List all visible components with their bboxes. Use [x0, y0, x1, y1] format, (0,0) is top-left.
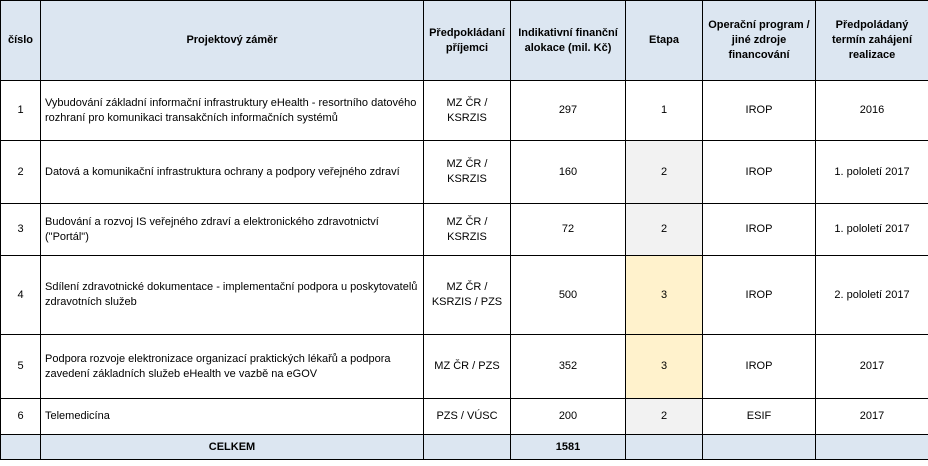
allocation: 500	[511, 256, 626, 335]
recipients: PZS / VÚSC	[424, 399, 511, 435]
start-date: 2. pololetí 2017	[816, 256, 928, 335]
header-etapa: Etapa	[626, 1, 703, 81]
stage: 1	[626, 81, 703, 141]
recipients: MZ ČR / KSRZIS	[424, 141, 511, 204]
total-label: CELKEM	[41, 435, 424, 460]
header-program: Operační program / jiné zdroje financování	[703, 1, 816, 81]
funding-program: IROP	[703, 335, 816, 399]
table-row	[1, 399, 928, 435]
table-row	[1, 256, 928, 335]
recipients: MZ ČR / KSRZIS	[424, 204, 511, 256]
row-number: 6	[1, 399, 41, 435]
table-row	[1, 141, 928, 204]
start-date: 2017	[816, 335, 928, 399]
allocation: 72	[511, 204, 626, 256]
funding-program: IROP	[703, 256, 816, 335]
row-number: 1	[1, 81, 41, 141]
header-termin: Předpoládaný termín zahájení realizace	[816, 1, 928, 81]
project-name: Telemedicína	[41, 399, 424, 435]
row-number: 5	[1, 335, 41, 399]
row-number: 4	[1, 256, 41, 335]
total-blank	[626, 435, 703, 460]
total-blank	[816, 435, 928, 460]
header-zamer: Projektový záměr	[41, 1, 424, 81]
stage: 3	[626, 335, 703, 399]
row-number: 3	[1, 204, 41, 256]
table-row	[1, 335, 928, 399]
start-date: 2017	[816, 399, 928, 435]
project-name: Budování a rozvoj IS veřejného zdraví a elektronického zdravotnictví ("Portál")	[41, 204, 424, 256]
total-value: 1581	[511, 435, 626, 460]
stage: 2	[626, 399, 703, 435]
start-date: 1. pololetí 2017	[816, 204, 928, 256]
project-name: Sdílení zdravotnické dokumentace - implementační podpora u poskytovatelů zdravotních služeb	[41, 256, 424, 335]
funding-program: IROP	[703, 141, 816, 204]
allocation: 297	[511, 81, 626, 141]
allocation: 160	[511, 141, 626, 204]
allocation: 200	[511, 399, 626, 435]
total-blank	[703, 435, 816, 460]
allocation: 352	[511, 335, 626, 399]
table-row	[1, 204, 928, 256]
funding-program: IROP	[703, 81, 816, 141]
stage: 2	[626, 141, 703, 204]
header-prijemci: Předpokládaní příjemci	[424, 1, 511, 81]
project-name: Podpora rozvoje elektronizace organizací praktických lékařů a podpora zavedení základních služeb eHealth ve vazbě na eGOV	[41, 335, 424, 399]
row-number: 2	[1, 141, 41, 204]
start-date: 1. pololetí 2017	[816, 141, 928, 204]
total-blank	[424, 435, 511, 460]
header-cislo: číslo	[1, 1, 41, 81]
start-date: 2016	[816, 81, 928, 141]
header-row	[1, 1, 928, 81]
table-row	[1, 81, 928, 141]
project-name: Datová a komunikační infrastruktura ochrany a podpory veřejného zdraví	[41, 141, 424, 204]
project-name: Vybudování základní informační infrastruktury eHealth - resortního datového rozhraní pro komunikaci transakčních informačních systémů	[41, 81, 424, 141]
recipients: MZ ČR / KSRZIS	[424, 81, 511, 141]
funding-program: IROP	[703, 204, 816, 256]
recipients: MZ ČR / PZS	[424, 335, 511, 399]
stage: 3	[626, 256, 703, 335]
total-row	[1, 435, 928, 460]
header-alokace: Indikativní finanční alokace (mil. Kč)	[511, 1, 626, 81]
recipients: MZ ČR / KSRZIS / PZS	[424, 256, 511, 335]
stage: 2	[626, 204, 703, 256]
total-blank	[1, 435, 41, 460]
funding-program: ESIF	[703, 399, 816, 435]
